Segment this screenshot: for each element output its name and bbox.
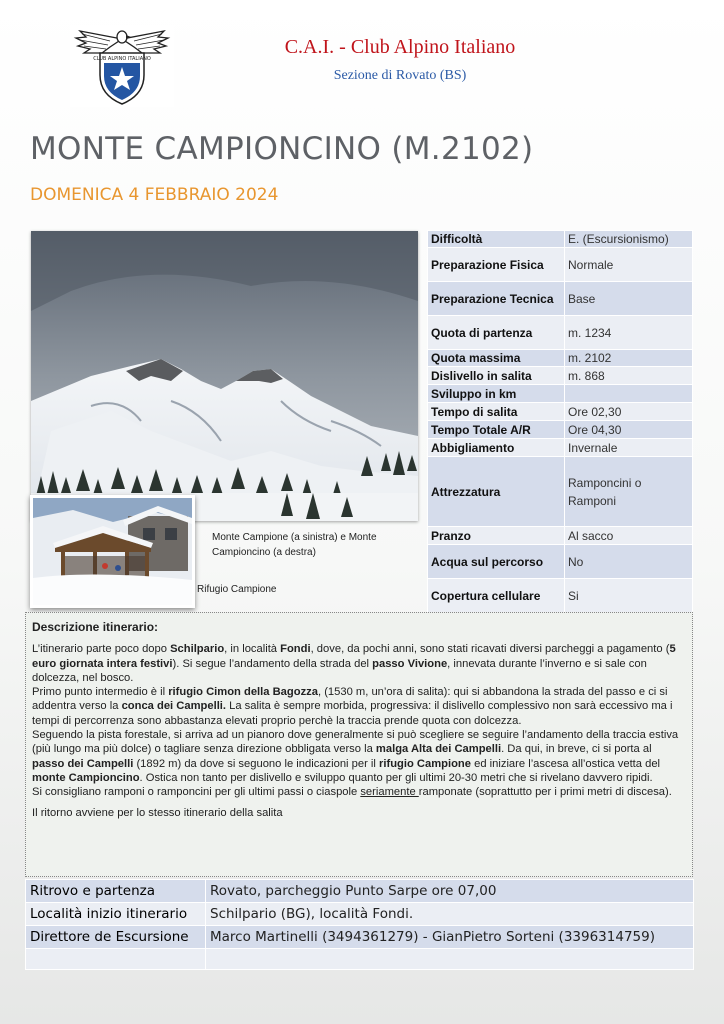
spec-value: m. 1234 <box>565 316 693 350</box>
description-paragraph: Primo punto intermedio è il rifugio Cimon della Bagozza, (1530 m, un’ora di salita): qui si abbandona la strada del passo e ci si addentra verso la conca dei Campelli. La salita è sempre morbida, progressiva: il dislivello complessivo non sarà eccessivo ma i tempi di percorrenza sono abbastanza elevati proprio perchè la traccia prende quota con dolcezza. <box>32 686 673 727</box>
logistics-label: Località inizio itinerario <box>26 903 206 926</box>
spec-value: No <box>565 545 693 579</box>
spec-value <box>565 385 693 403</box>
logistics-row <box>26 926 694 949</box>
club-title: C.A.I. - Club Alpino Italiano <box>284 36 516 58</box>
main-photo-caption: Monte Campione (a sinistra) e Monte Campioncino (a destra) <box>212 532 377 558</box>
spec-value: Normale <box>565 248 693 282</box>
spec-row <box>428 579 693 613</box>
spec-label: Quota di partenza <box>428 316 565 350</box>
spec-value: Al sacco <box>565 527 693 545</box>
spec-label: Sviluppo in km <box>428 385 565 403</box>
inset-photo-caption: Rifugio Campione <box>197 584 277 595</box>
description-paragraph: Si consigliano ramponi o ramponcini per gli ultimi passi o ciaspole seriamente ramponate (soprattutto per i primi metri di discesa). <box>32 786 672 799</box>
spec-value: Ramponcini o Ramponi <box>565 457 693 527</box>
cai-logo <box>70 25 174 107</box>
spec-row <box>428 439 693 457</box>
logistics-row <box>26 903 694 926</box>
logistics-label: Direttore de Escursione <box>26 926 206 949</box>
spec-row <box>428 545 693 579</box>
spec-value: Ore 02,30 <box>565 403 693 421</box>
spec-row <box>428 385 693 403</box>
spec-label: Tempo di salita <box>428 403 565 421</box>
description-return: Il ritorno avviene per lo stesso itinerario della salita <box>32 806 283 819</box>
spec-value: E. (Escursionismo) <box>565 231 693 248</box>
logo-text: CLUB ALPINO ITALIANO <box>93 56 151 62</box>
spec-label: Attrezzatura <box>428 457 565 527</box>
club-section: Sezione di Rovato (BS) <box>333 68 467 83</box>
spec-value: Base <box>565 282 693 316</box>
spec-label: Pranzo <box>428 527 565 545</box>
spec-row <box>428 367 693 385</box>
description-box <box>25 612 693 877</box>
logistics-value: Marco Martinelli (3494361279) - GianPietro Sorteni (3396314759) <box>206 926 694 949</box>
logistics-value: Rovato, parcheggio Punto Sarpe ore 07,00 <box>206 880 694 903</box>
spec-row <box>428 350 693 367</box>
spec-row <box>428 457 693 527</box>
spec-label: Copertura cellulare <box>428 579 565 613</box>
spec-label: Tempo Totale A/R <box>428 421 565 439</box>
spec-label: Preparazione Tecnica <box>428 282 565 316</box>
spec-value: m. 868 <box>565 367 693 385</box>
spec-label: Dislivello in salita <box>428 367 565 385</box>
spec-value: m. 2102 <box>565 350 693 367</box>
description-paragraph: Seguendo la pista forestale, si arriva ad un pianoro dove generalmente si può scegliere se seguire l’andamento della traccia estiva (più lungo ma più dolce) o tagliare senza direzione obbligata verso la malga Alta dei Campelli. Da qui, in breve, ci si porta al passo dei Campelli (1892 m) da dove si seguono le indicazioni per il rifugio Campione ed iniziare l’ascesa all’ostica vetta del monte Campioncino. Ostica non tanto per dislivello e sviluppo quanto per gli ultimi 20-30 metri che si rivelano davvero ripidi. <box>32 729 679 784</box>
logistics-row <box>26 880 694 903</box>
logistics-value: Schilpario (BG), località Fondi. <box>206 903 694 926</box>
logistics-table <box>25 879 694 970</box>
spec-value: Invernale <box>565 439 693 457</box>
spec-row <box>428 527 693 545</box>
spec-label: Preparazione Fisica <box>428 248 565 282</box>
description-paragraph: L’itinerario parte poco dopo Schilpario, in località Fondi, dove, da pochi anni, sono stati ricavati diversi parcheggi a pagamento (5 euro giornata intera festivi). Si segue l’andamento della strada del passo Vivione, innevata durante l’inverno e si sale con dolcezza, nel bosco. <box>32 643 676 684</box>
event-title: MONTE CAMPIONCINO (M.2102) <box>30 131 534 167</box>
spec-value: Ore 04,30 <box>565 421 693 439</box>
event-date: DOMENICA 4 FEBBRAIO 2024 <box>30 185 279 205</box>
mountain-photo <box>31 231 418 521</box>
spec-value: Si <box>565 579 693 613</box>
spec-row <box>428 316 693 350</box>
spec-label: Abbigliamento <box>428 439 565 457</box>
spec-label: Difficoltà <box>428 231 565 248</box>
spec-row <box>428 248 693 282</box>
description-title: Descrizione itinerario: <box>32 620 159 634</box>
spec-row <box>428 421 693 439</box>
specs-table <box>427 230 693 613</box>
spec-label: Quota massima <box>428 350 565 367</box>
spec-label: Acqua sul percorso <box>428 545 565 579</box>
logistics-row-empty <box>26 949 694 970</box>
rifugio-photo <box>30 495 195 608</box>
spec-row <box>428 403 693 421</box>
logistics-label: Ritrovo e partenza <box>26 880 206 903</box>
spec-row <box>428 231 693 248</box>
spec-row <box>428 282 693 316</box>
